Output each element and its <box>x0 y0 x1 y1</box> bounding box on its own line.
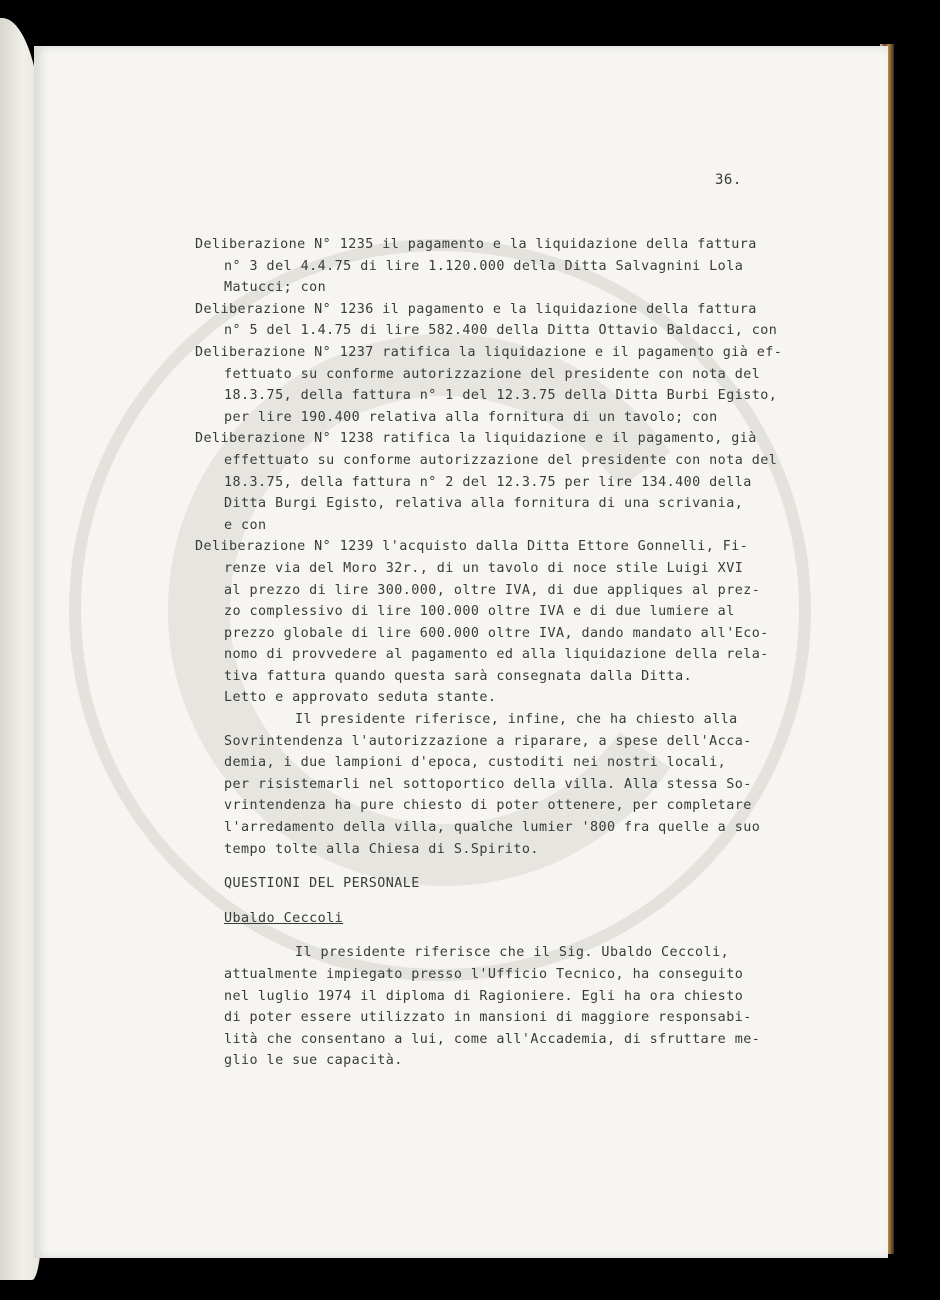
section-heading: QUESTIONI DEL PERSONALE <box>224 876 420 892</box>
paragraph-line: nel luglio 1974 il diploma di Ragioniere. Egli ha ora chiesto <box>224 988 744 1004</box>
deliberation-1235 <box>195 234 835 299</box>
deliberation-line: n° 5 del 1.4.75 di lire 582.400 della Ditta Ottavio Baldacci, con <box>224 323 778 339</box>
subheading <box>195 908 835 930</box>
subheading-text: Ubaldo Ceccoli <box>224 910 344 926</box>
deliberation-line: Deliberazione N° 1236 il pagamento e la liquidazione della fattura <box>195 301 757 317</box>
paragraph-line: vrintendenza ha pure chiesto di poter ottenere, per completare <box>224 798 752 814</box>
paragraph-line: tempo tolte alla Chiesa di S.Spirito. <box>224 841 539 857</box>
paragraph-line: Sovrintendenza l'autorizzazione a riparare, a spese dell'Acca- <box>224 733 752 749</box>
deliberation-line: Deliberazione N° 1239 l'acquisto dalla Ditta Ettore Gonnelli, Fi- <box>195 539 749 555</box>
deliberation-line: 18.3.75, della fattura n° 2 del 12.3.75 per lire 134.400 della <box>224 474 752 490</box>
paragraph-line: lità che consentano a lui, come all'Accademia, di sfruttare me- <box>224 1031 761 1047</box>
deliberation-line: al prezzo di lire 300.000, oltre IVA, di due appliques al prez- <box>224 582 761 598</box>
closing-line: Letto e approvato seduta stante. <box>224 690 497 706</box>
deliberation-line: Deliberazione N° 1238 ratifica la liquidazione e il pagamento, già <box>195 431 757 447</box>
spacer <box>195 929 835 942</box>
deliberation-line: Deliberazione N° 1235 il pagamento e la liquidazione della fattura <box>195 237 757 252</box>
paragraph-line: di poter essere utilizzato in mansioni di maggiore responsabi- <box>224 1010 752 1026</box>
deliberation-line: 18.3.75, della fattura n° 1 del 12.3.75 della Ditta Burbi Egisto, <box>224 388 778 404</box>
paragraph-line: Il presidente riferisce che il Sig. Ubaldo Ceccoli, <box>295 945 730 961</box>
paragraph-ceccoli <box>195 942 835 1072</box>
paragraph-line: attualmente impiegato presso l'Ufficio Tecnico, ha conseguito <box>224 967 744 982</box>
deliberation-line: effettuato su conforme autorizzazione del presidente con nota del <box>224 452 778 468</box>
document-body <box>195 234 835 1072</box>
deliberation-line: e con <box>224 517 267 533</box>
page-number: 36. <box>715 172 742 188</box>
paragraph-line: per risistemarli nel sottoportico della villa. Alla stessa So- <box>224 776 752 792</box>
deliberation-line: zo complessivo di lire 100.000 oltre IVA e di due lumiere al <box>224 604 735 620</box>
deliberation-line: renze via del Moro 32r., di un tavolo di noce stile Luigi XVI <box>224 560 744 576</box>
deliberation-line: n° 3 del 4.4.75 di lire 1.120.000 della Ditta Salvagnini Lola <box>224 258 744 274</box>
deliberation-1236 <box>195 299 835 342</box>
deliberation-line: Matucci; con <box>224 280 327 296</box>
deliberation-1237 <box>195 342 835 428</box>
deliberation-1239 <box>195 536 835 687</box>
deliberation-line: fettuato su conforme autorizzazione del presidente con nota del <box>224 366 761 382</box>
deliberation-line: nomo di provvedere al pagamento ed alla liquidazione della rela- <box>224 647 769 663</box>
paragraph-line: glio le sue capacità. <box>224 1053 403 1069</box>
deliberation-line: prezzo globale di lire 600.000 oltre IVA, dando mandato all'Eco- <box>224 625 769 641</box>
paragraph-line: Il presidente riferisce, infine, che ha chiesto alla <box>295 712 738 728</box>
deliberation-1238 <box>195 428 835 536</box>
deliberation-line: Deliberazione N° 1237 ratifica la liquidazione e il pagamento già ef- <box>195 344 783 360</box>
deliberation-line: Ditta Burgi Egisto, relativa alla fornitura di una scrivania, <box>224 496 744 512</box>
paragraph-lampioni <box>195 709 835 860</box>
deliberation-line: tiva fattura quando questa sarà consegnata dalla Ditta. <box>224 668 693 684</box>
paragraph-line: demia, i due lampioni d'epoca, custoditi nei nostri locali, <box>224 755 727 771</box>
paragraph-line: l'arredamento della villa, qualche lumier '800 fra quelle a suo <box>224 820 761 836</box>
deliberation-line: per lire 190.400 relativa alla fornitura di un tavolo; con <box>224 409 718 425</box>
